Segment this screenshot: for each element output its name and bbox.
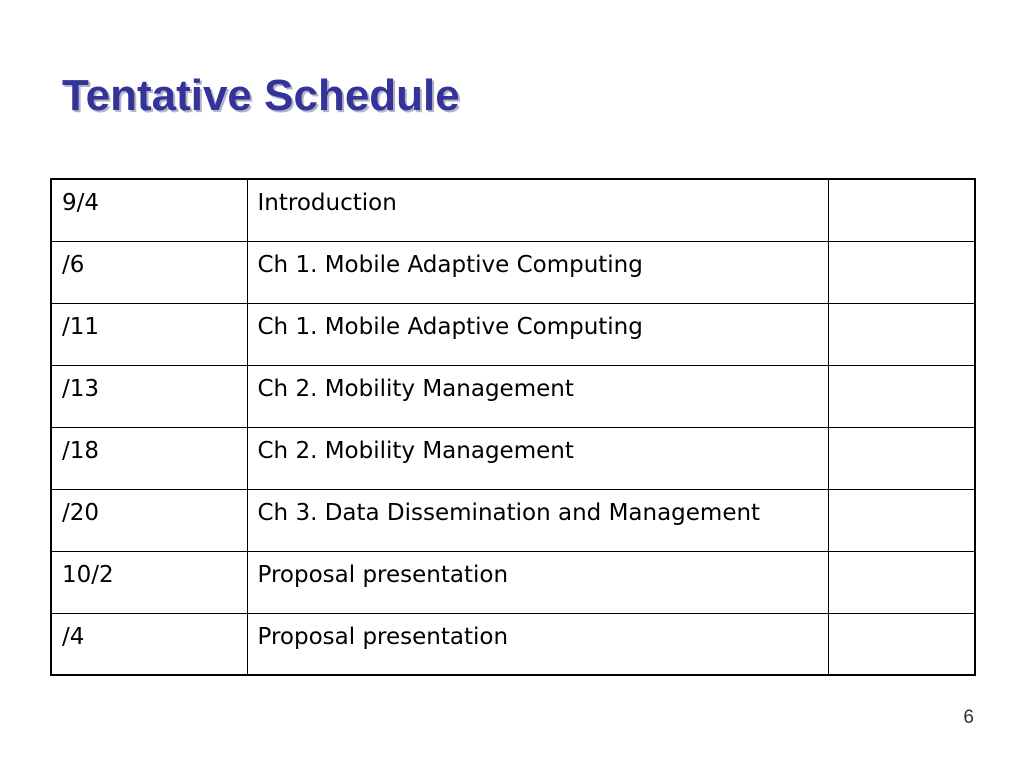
topic-cell: Ch 1. Mobile Adaptive Computing: [247, 303, 828, 365]
date-cell: /18: [51, 427, 247, 489]
date-cell: /6: [51, 241, 247, 303]
note-cell: [828, 179, 975, 241]
date-cell: /11: [51, 303, 247, 365]
date-cell: /13: [51, 365, 247, 427]
topic-cell: Ch 3. Data Dissemination and Management: [247, 489, 828, 551]
topic-cell: Proposal presentation: [247, 551, 828, 613]
note-cell: [828, 427, 975, 489]
date-cell: /4: [51, 613, 247, 675]
slide-title: Tentative Schedule: [62, 71, 460, 120]
topic-cell: Ch 1. Mobile Adaptive Computing: [247, 241, 828, 303]
table-row: [51, 613, 975, 675]
page-number: 6: [963, 707, 974, 728]
topic-cell: Ch 2. Mobility Management: [247, 427, 828, 489]
table-row: [51, 551, 975, 613]
note-cell: [828, 365, 975, 427]
note-cell: [828, 241, 975, 303]
note-cell: [828, 613, 975, 675]
table-row: [51, 489, 975, 551]
table-row: [51, 241, 975, 303]
note-cell: [828, 489, 975, 551]
table-row: [51, 303, 975, 365]
date-cell: 9/4: [51, 179, 247, 241]
date-cell: 10/2: [51, 551, 247, 613]
schedule-table: [50, 178, 976, 676]
note-cell: [828, 303, 975, 365]
topic-cell: Introduction: [247, 179, 828, 241]
table-row: [51, 179, 975, 241]
note-cell: [828, 551, 975, 613]
date-cell: /20: [51, 489, 247, 551]
table-row: [51, 427, 975, 489]
table-row: [51, 365, 975, 427]
topic-cell: Ch 2. Mobility Management: [247, 365, 828, 427]
topic-cell: Proposal presentation: [247, 613, 828, 675]
